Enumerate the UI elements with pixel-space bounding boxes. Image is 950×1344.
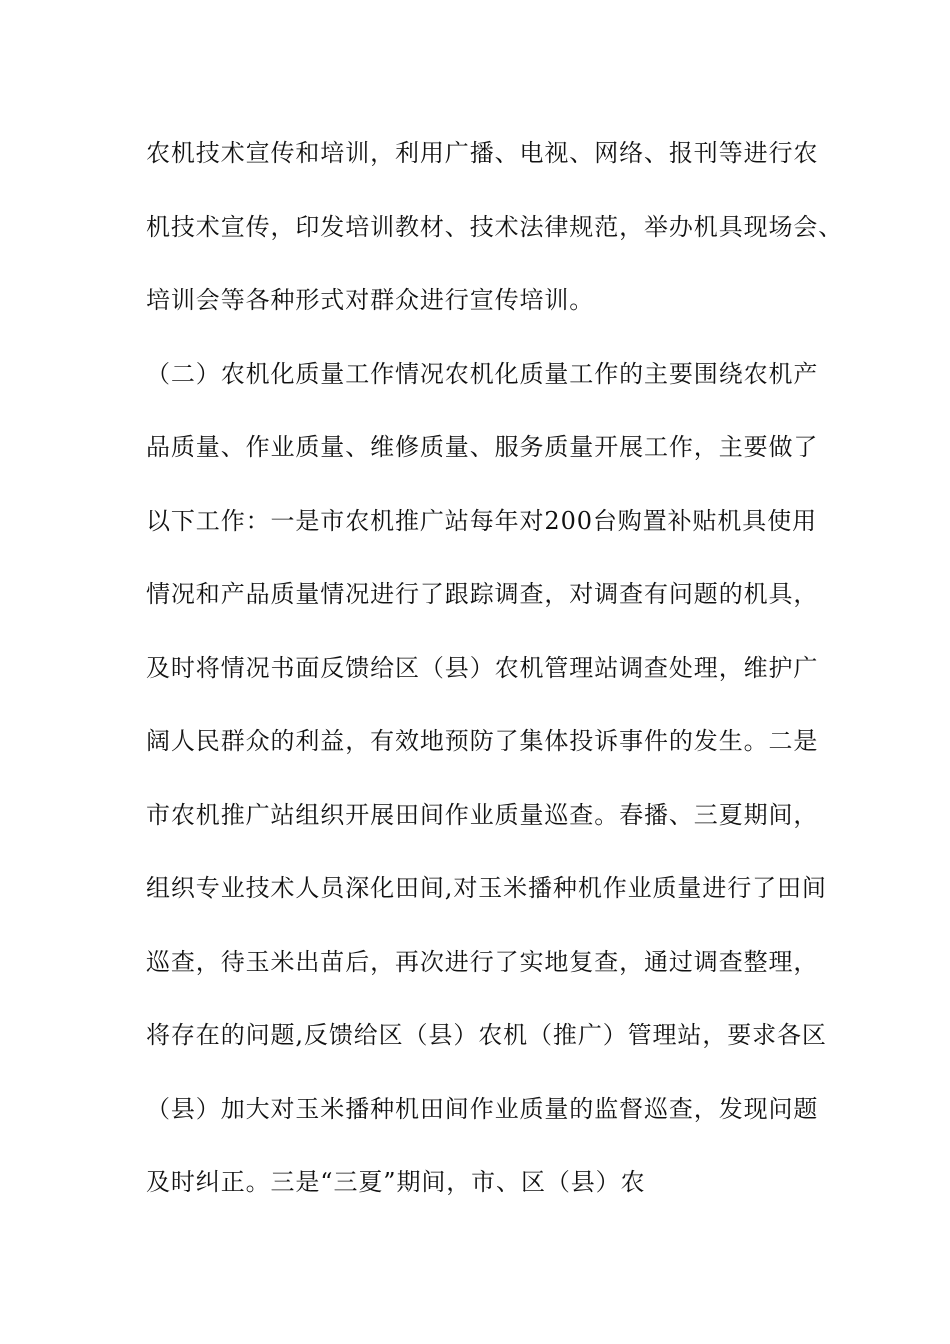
text-line-4: （二）农机化质量工作情况农机化质量工作的主要围绕农机产: [146, 359, 819, 388]
text-line-6: 以下工作：一是市农机推广站每年对200台购置补贴机具使用: [146, 506, 818, 535]
text-line-1: 农机技术宣传和培训，利用广播、电视、网络、报刊等进行农: [146, 139, 819, 167]
text-line-8: 及时将情况书面反馈给区（县）农机管理站调查处理，维护广: [146, 653, 819, 682]
text-line-12: 巡查，待玉米出苗后，再次进行了实地复查，通过调查整理，: [146, 947, 819, 976]
text-line-7: 情况和产品质量情况进行了跟踪调查，对调查有问题的机具，: [146, 580, 819, 608]
text-line-2: 机技术宣传，印发培训教材、技术法律规范，举办机具现场会、: [146, 212, 844, 241]
text-line-5: 品质量、作业质量、维修质量、服务质量开展工作，主要做了: [146, 433, 819, 461]
text-line-10: 市农机推广站组织开展田间作业质量巡查。春播、三夏期间，: [146, 800, 819, 829]
text-line-13: 将存在的问题,反馈给区（县）农机（推广）管理站，要求各区: [146, 1021, 827, 1049]
text-line-15: 及时纠正。三是“三夏”期间，市、区（县）农: [146, 1168, 646, 1196]
text-line-9: 阔人民群众的利益，有效地预防了集体投诉事件的发生。二是: [146, 727, 819, 755]
text-line-11: 组织专业技术人员深化田间,对玉米播种机作业质量进行了田间: [146, 874, 827, 902]
text-line-14: （县）加大对玉米播种机田间作业质量的监督巡查，发现问题: [146, 1094, 819, 1123]
body-text: [146, 128, 844, 1231]
text-line-3: 培训会等各种形式对群众进行宣传培训。: [146, 286, 595, 314]
